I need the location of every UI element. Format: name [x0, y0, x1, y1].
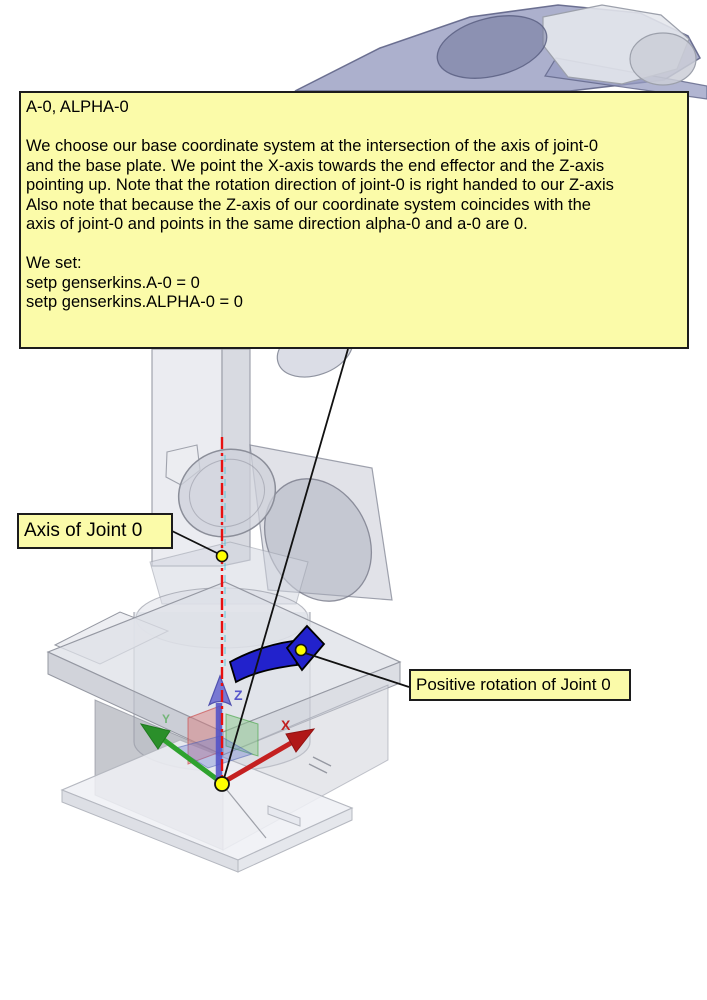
- x-axis-label: X: [281, 717, 291, 733]
- robot-column-shoulder: [150, 313, 392, 620]
- info-set-heading: We set:: [26, 254, 82, 272]
- rotation-point-dot: [296, 645, 307, 656]
- info-box: [19, 91, 689, 349]
- info-line: Also note that because the Z-axis of our coordinate system coincides with the: [26, 195, 591, 214]
- blank-line: [26, 118, 683, 138]
- axis-point-dot: [217, 551, 228, 562]
- info-line: pointing up. Note that the rotation direction of joint-0 is right handed to our Z-axis: [26, 176, 614, 194]
- info-line: and the base plate. We point the X-axis towards the end effector and the Z-axis: [26, 156, 605, 175]
- wrist-cap: [630, 33, 696, 85]
- info-command: setp genserkins.ALPHA-0 = 0: [26, 293, 243, 311]
- y-axis-label: Y: [162, 712, 171, 726]
- origin-marker-dot: [215, 777, 229, 791]
- axis-of-joint0-callout: Axis of Joint 0: [17, 513, 173, 549]
- blank-line: [26, 235, 683, 255]
- info-title: A-0, ALPHA-0: [26, 98, 129, 116]
- positive-rotation-callout: Positive rotation of Joint 0: [409, 669, 631, 701]
- info-command: setp genserkins.A-0 = 0: [26, 273, 200, 292]
- robot-upper-arm: [295, 5, 707, 99]
- info-line: We choose our base coordinate system at the intersection of the axis of joint-0: [26, 137, 599, 155]
- info-line: axis of joint-0 and points in the same direction alpha-0 and a-0 are 0.: [26, 215, 528, 233]
- robot-base: [48, 582, 400, 872]
- z-axis-label: Z: [234, 687, 243, 703]
